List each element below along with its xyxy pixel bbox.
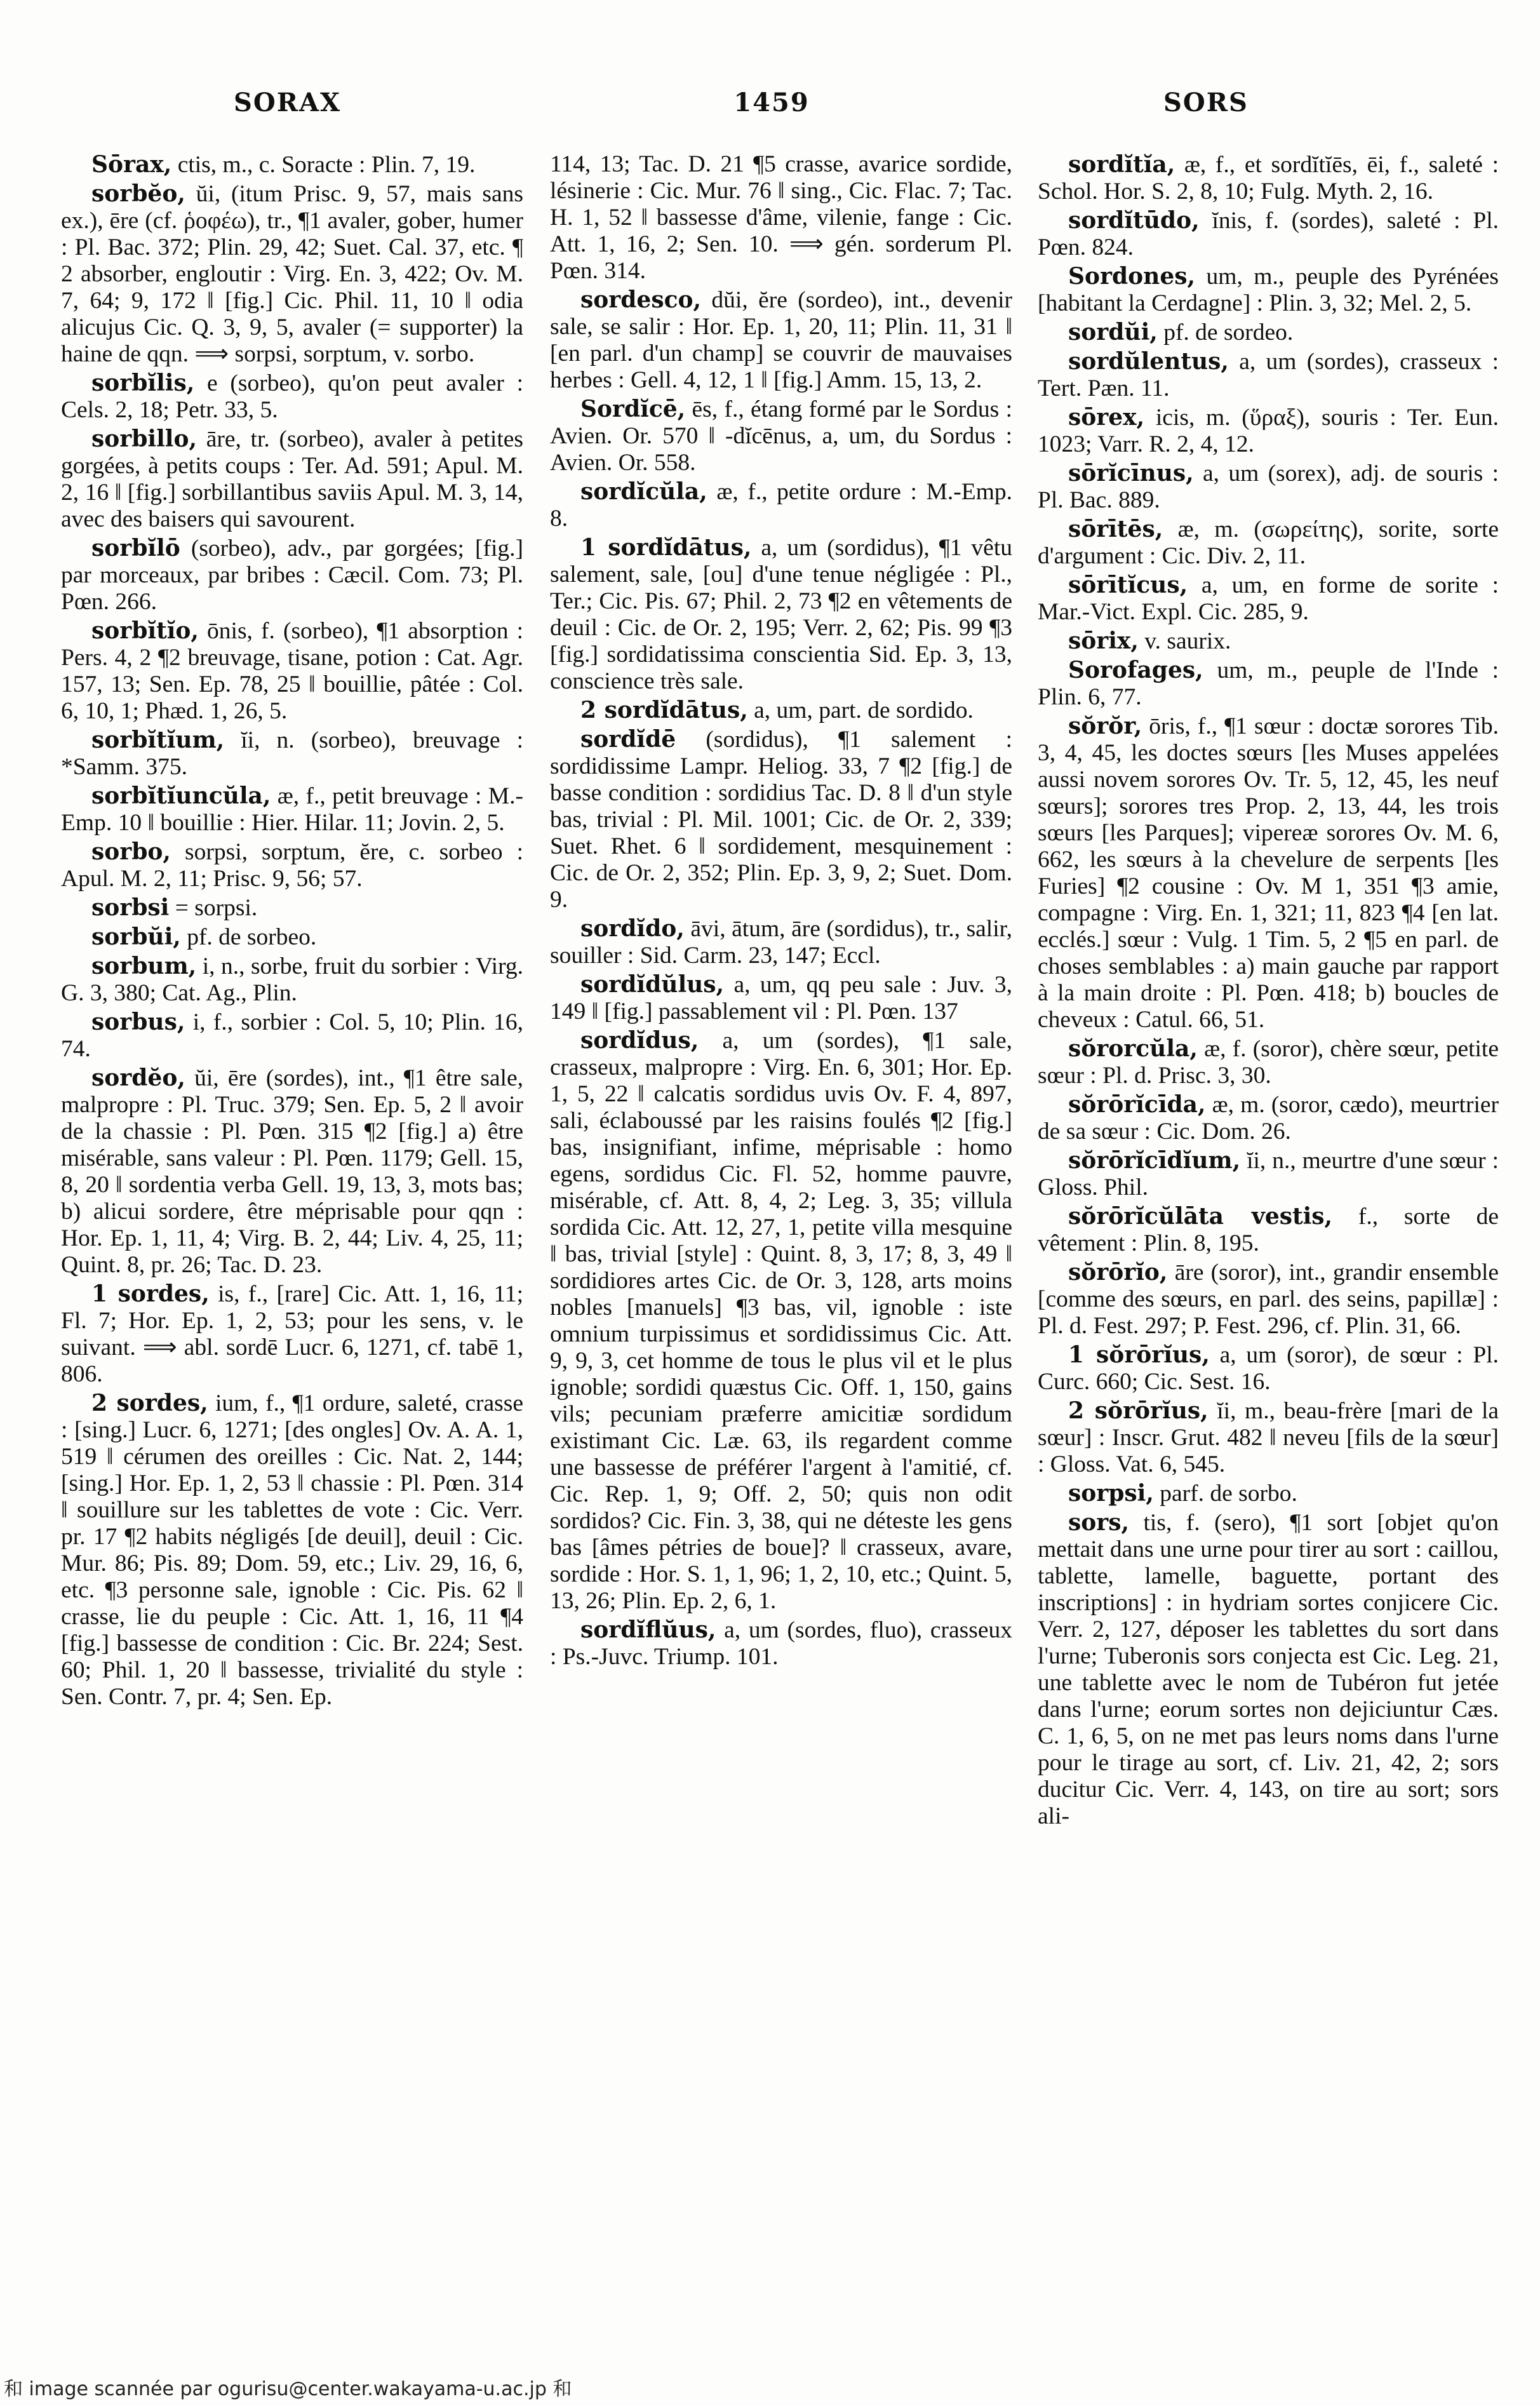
entry-definition: a, um (sordes, fluo), crasseux : Ps.-Juvc. Triump. 101. [550,1617,1012,1670]
entry-definition: æ, f., petit breuvage : M.-Emp. 10 ‖ bouillie : Hier. Hilar. 11; Jovin. 2, 5. [61,783,523,836]
entry-headword: sorbo, [91,838,171,865]
page-number: 1459 [733,88,810,118]
entry-headword: Sordones, [1068,263,1196,290]
entry-definition: a, um, en forme de sorite : Mar.-Vict. Expl. Cic. 285, 9. [1038,572,1499,625]
entry-definition: āre, tr. (sorbeo), avaler à petites gorgées, à petits coups : Ter. Ad. 591; Apul. M. 2, 16 ‖ [fig.] sorbillantibus saviis Apul. M. 3, 14, avec des baisers qui savourent. [61,426,523,532]
dictionary-entry [1038,713,1499,1033]
entry-headword: sorbillo, [91,426,197,452]
dictionary-entry [61,426,523,533]
dictionary-entry [1038,1147,1499,1201]
entry-definition: i, f., sorbier : Col. 5, 10; Plin. 16, 74. [61,1009,523,1062]
entry-definition: ŭi, ēre (sordes), int., ¶1 être sale, malpropre : Pl. Truc. 379; Sen. Ep. 5, 2 ‖ avoir de la chassie : Pl. Pœn. 315 ¶2 [fig.] a) être misérable, sans valeur : Pl. Pœn. 1179; Gell. 15, 8, 20 ‖ sordentia verba Gell. 19, 13, 3, mots bas; b) alicui sordere, être méprisable pour qqn : Hor. Ep. 1, 11, 4; Virg. B. 2, 44; Liv. 4, 25, 11; Quint. 8, pr. 26; Tac. D. 23. [61,1065,523,1278]
entry-definition: parf. de sorbo. [1160,1481,1297,1507]
dictionary-entry [1038,1341,1499,1395]
dictionary-entry [61,151,523,178]
dictionary-entry [1038,151,1499,205]
dictionary-entry [550,915,1012,969]
entry-headword: sŏrōrĭcŭlāta vestis, [1068,1203,1333,1230]
entry-definition: f., sorte de vêtement : Plin. 8, 195. [1038,1204,1499,1256]
entry-definition: a, um (sordes), ¶1 sale, crasseux, malpropre : Virg. En. 6, 301; Hor. Ep. 1, 5, 22 ‖ calcatis sordidus uvis Ov. F. 4, 897, sali, éclaboussé par les raisins foulés ¶2 [fig.] bas, insignifiant, infime, méprisable : homo egens, sordidus Cic. Fl. 52, homme pauvre, misérable, cf. Att. 8, 4, 2; Leg. 3, 35; villula sordida Cic. Att. 12, 27, 1, petite villa mesquine ‖ bas, trivial [style] : Quint. 8, 3, 17; 8, 3, 49 ‖ sordidiores artes Cic. de Or. 3, 128, arts moins nobles [manuels] ¶3 bas, vil, ignoble : iste omnium turpissimus et sordidissimus Cic. Att. 9, 9, 3, cet homme de tous le plus vil et le plus ignoble; sordidi quæstus Cic. Off. 1, 150, gains vils; pecuniam præferre amicitiæ sordidum existimant Cic. Læ. 63, ils regardent comme une bassesse de préférer l'argent à l'amitié, cf. Cic. Rep. 1, 9; Off. 2, 50; quis non odit sordidos? Cic. Fin. 3, 38, qui ne déteste les gens bas [âmes pétries de boue]? ‖ crasseux, avare, sordide : Hor. S. 1, 1, 96; 1, 2, 10, etc.; Quint. 5, 13, 26; Plin. Ep. 2, 6, 1. [550,1028,1012,1614]
running-head-left: SORAX [234,88,342,118]
dictionary-entry [1038,263,1499,317]
dictionary-entry [550,151,1012,285]
entry-definition: ōris, f., ¶1 sœur : doctæ sorores Tib. 3, 4, 45, les doctes sœurs [les Muses appelées aussi novem sorores Ov. Tr. 5, 12, 45, les neuf sœurs]; sorores tres Prop. 2, 13, 44, les trois sœurs [les Parques]; vipereæ sorores Ov. M. 6, 662, les sœurs à la chevelure de serpents [les Furies] ¶2 cousine : Ov. M 1, 351 ¶3 amie, compagne : Virg. En. 1, 321; 11, 823 ¶4 [en lat. ecclés.] sœur : Vulg. 1 Tim. 5, 2 ¶5 en parl. de choses semblables : a) main gauche par rapport à la main droite : Pl. Pœn. 418; b) boucles de cheveux : Catul. 66, 51. [1038,713,1499,1033]
entry-headword: sōrex, [1068,404,1145,431]
entry-headword: sŏrorcŭla, [1068,1035,1198,1062]
dictionary-entry [550,396,1012,476]
entry-definition: ium, f., ¶1 ordure, saleté, crasse : [sing.] Lucr. 6, 1271; [des ongles] Ov. A. A. 1, 519 ‖ cérumen des oreilles : Cic. Nat. 2, 144; [sing.] Hor. Ep. 1, 2, 53 ‖ chassie : Pl. Pœn. 314 ‖ souillure sur les tablettes de vote : Cic. Verr. pr. 17 ¶2 habits négligés [de deuil], deuil : Cic. Mur. 86; Pis. 89; Dom. 59, etc.; Liv. 29, 16, 6, etc. ¶3 personne sale, ignoble : Cic. Pis. 62 ‖ crasse, lie du peuple : Cic. Att. 1, 16, 11 ¶4 [fig.] bassesse de condition : Cic. Br. 224; Sest. 60; Phil. 1, 20 ‖ bassesse, trivialité du style : Sen. Contr. 7, pr. 4; Sen. Ep. [61,1390,523,1710]
entry-definition: ĭi, n., meurtre d'une sœur : Gloss. Phil. [1038,1148,1499,1200]
entry-definition: 114, 13; Tac. D. 21 ¶5 crasse, avarice sordide, lésinerie : Cic. Mur. 76 ‖ sing., Cic. Flac. 7; Tac. H. 1, 52 ‖ bassesse d'âme, vilenie, fange : Cic. Att. 1, 16, 2; Sen. 10. ⟹ gén. sorderum Pl. Pœn. 314. [550,151,1012,284]
dictionary-entry [61,180,523,368]
dictionary-entry [61,1009,523,1063]
entry-headword: sōrix, [1068,628,1139,654]
entry-headword: 1 sordĭdātus, [580,534,752,561]
entry-definition: ĭnis, f. (sordes), saleté : Pl. Pœn. 824. [1038,208,1499,260]
entry-definition: (sordidus), ¶1 salement : sordidissime Lampr. Heliog. 33, 7 ¶2 [fig.] de basse condition : sordidius Tac. D. 8 ‖ d'un style bas, trivial : Pl. Mil. 1001; Cic. de Or. 2, 339; Suet. Rhet. 6 ‖ sordidement, mesquinement : Cic. de Or. 2, 352; Plin. Ep. 3, 9, 2; Suet. Dom. 9. [550,727,1012,913]
entry-headword: sorbĕo, [91,180,185,207]
running-head-right: SORS [1163,88,1249,118]
entry-headword: sorbŭi, [91,924,181,950]
entry-headword: sordĭcŭla, [580,478,707,505]
entry-headword: 2 sordĭdātus, [580,697,748,723]
entry-headword: sorbĭlis, [91,370,195,396]
entry-headword: Sōrax, [91,151,172,178]
entry-definition: = sorpsi. [175,895,258,921]
dictionary-entry [61,924,523,951]
dictionary-entry [550,1616,1012,1670]
entry-definition: um, m., peuple de l'Inde : Plin. 6, 77. [1038,657,1499,710]
dictionary-entry [61,1065,523,1279]
entry-definition: tis, f. (sero), ¶1 sort [objet qu'on mettait dans une urne pour tirer au sort : caillou, tablette, lamelle, baguette, portant des inscriptions] : in hydriam sortes conjicere Cic. Verr. 2, 127, déposer les tablettes du sort dans l'urne; Tuberonis sors conjecta est Cic. Leg. 21, une tablette avec le nom de Tubéron fut jetée dans l'urne; eorum sortes non dejiciuntur Cæs. C. 1, 6, 5, on ne met pas leurs noms dans l'urne pour le tirage au sort, cf. Liv. 21, 42, 2; sors ducitur Cic. Verr. 4, 143, on tire au sort; sors ali- [1038,1510,1499,1829]
dictionary-entry [1038,207,1499,261]
entry-headword: Sorofages, [1068,657,1203,683]
dictionary-entry [1038,404,1499,458]
entry-headword: sordŭi, [1068,319,1158,346]
dictionary-entry [1038,1035,1499,1089]
dictionary-entry [1038,657,1499,711]
entry-headword: sordĭflŭus, [580,1616,716,1643]
dictionary-entry [1038,1203,1499,1257]
column-2 [550,151,1012,2311]
entry-headword: sōrītēs, [1068,516,1163,542]
entry-headword: sorbum, [91,953,197,979]
entry-definition: āre (soror), int., grandir ensemble [comme des sœurs, en parl. des seins, papillæ] : Pl. d. Fest. 297; P. Fest. 296, cf. Plin. 31, 66. [1038,1260,1499,1339]
entry-headword: 1 sordes, [91,1280,210,1307]
entry-definition: sorpsi, sorptum, ĕre, c. sorbeo : Apul. M. 2, 11; Prisc. 9, 56; 57. [61,839,523,892]
dictionary-entry [550,534,1012,695]
scan-credit: 和 image scannée par ogurisu@center.wakayama-u.ac.jp 和 [4,2378,572,2400]
dictionary-entry [550,478,1012,532]
entry-definition: e (sorbeo), qu'on peut avaler : Cels. 2, 18; Petr. 33, 5. [61,370,523,423]
dictionary-entry [1038,516,1499,570]
entry-definition: āvi, ātum, āre (sordidus), tr., salir, souiller : Sid. Carm. 23, 147; Eccl. [550,916,1012,969]
entry-definition: pf. de sorbeo. [187,924,317,950]
entry-definition: ĭi, n. (sorbeo), breuvage : *Samm. 375. [61,727,523,780]
entry-headword: sors, [1068,1509,1130,1536]
dictionary-entry [1038,628,1499,655]
dictionary-entry [61,727,523,781]
dictionary-entry [1038,460,1499,514]
entry-definition: ēs, f., étang formé par le Sordus : Avien. Or. 570 ‖ -dĭcēnus, a, um, du Sordus : Avien. Or. 558. [550,396,1012,476]
entry-definition: ōnis, f. (sorbeo), ¶1 absorption : Pers. 4, 2 ¶2 breuvage, tisane, potion : Cat. Agr. 157, 13; Sen. Ep. 78, 25 ‖ bouillie, pâtée : Col. 6, 10, 1; Phæd. 1, 26, 5. [61,618,523,724]
entry-definition: ŭi, (itum Prisc. 9, 57, mais sans ex.), ēre (cf. ῥοφέω), tr., ¶1 avaler, gober, humer : Pl. Bac. 372; Plin. 29, 42; Suet. Cal. 37, etc. ¶ 2 absorber, engloutir : Virg. En. 3, 422; Ov. M. 7, 64; 9, 172 ‖ [fig.] Cic. Phil. 11, 10 ‖ odia alicujus Cic. Q. 3, 9, 5, avaler (= supporter) la haine de qqn. ⟹ sorpsi, sorptum, v. sorbo. [61,181,523,367]
entry-headword: sorbĭlō [91,535,180,561]
dictionary-entry [1038,1091,1499,1145]
entry-headword: 1 sŏrōrĭus, [1068,1341,1210,1368]
entry-definition: pf. de sordeo. [1163,319,1294,346]
column-1 [61,151,523,2311]
dictionary-entry [550,726,1012,913]
entry-definition: æ, f., petite ordure : M.-Emp. 8. [550,479,1012,532]
dictionary-entry [61,838,523,892]
entry-definition: ctis, m., c. Soracte : Plin. 7, 19. [177,152,476,178]
entry-headword: sorbus, [91,1009,185,1035]
entry-headword: sordĭdus, [580,1027,699,1054]
entry-definition: (sorbeo), adv., par gorgées; [fig.] par morceaux, par bribes : Cæcil. Com. 73; Pl. Pœn. 266. [61,535,523,615]
entry-definition: a, um (sordes), crasseux : Tert. Pæn. 11. [1038,349,1499,401]
entry-definition: æ, f. (soror), chère sœur, petite sœur : Pl. d. Prisc. 3, 30. [1038,1036,1499,1089]
entry-headword: sŏrŏr, [1068,713,1142,739]
entry-headword: sorbĭtĭum, [91,727,225,753]
dictionary-entry [61,535,523,615]
dictionary-entry [1038,572,1499,626]
entry-headword: 2 sŏrōrĭus, [1068,1397,1209,1424]
entry-definition: v. saurix. [1144,628,1231,654]
entry-headword: Sordĭcē, [580,396,686,422]
entry-headword: sordĭdo, [580,915,685,942]
dictionary-entry [61,617,523,725]
entry-definition: a, um (sordidus), ¶1 vêtu salement, sale, [ou] d'une tenue négligée : Pl., Ter.; Cic. Pis. 67; Phil. 2, 73 ¶2 en vêtements de deuil : Cic. de Or. 2, 195; Verr. 2, 62; Pis. 99 ¶3 [fig.] sordidatissima conscientia Sid. Ep. 3, 13, conscience très sale. [550,535,1012,694]
dictionary-entry [1038,319,1499,346]
entry-definition: a, um (soror), de sœur : Pl. Curc. 660; Cic. Sest. 16. [1038,1342,1499,1395]
entry-definition: a, um, qq peu sale : Juv. 3, 149 ‖ [fig.] passablement vil : Pl. Pœn. 137 [550,972,1012,1025]
dictionary-entry [61,1390,523,1710]
entry-headword: sordĭtĭa, [1068,151,1175,178]
dictionary-entry [1038,1397,1499,1478]
dictionary-entry [1038,1480,1499,1507]
entry-headword: 2 sordes, [91,1390,208,1416]
entry-headword: sorbĭtĭuncŭla, [91,783,271,809]
entry-headword: sordŭlentus, [1068,348,1229,375]
entry-definition: æ, m. (σωρείτης), sorite, sorte d'argument : Cic. Div. 2, 11. [1038,516,1499,569]
entry-definition: is, f., [rare] Cic. Att. 1, 16, 11; Fl. 7; Hor. Ep. 1, 2, 53; pour les sens, v. le suivant. ⟹ abl. sordē Lucr. 6, 1271, cf. tabē 1, 806. [61,1281,523,1387]
entry-headword: sōrĭcīnus, [1068,460,1194,487]
dictionary-entry [61,370,523,424]
entry-definition: dŭi, ĕre (sordeo), int., devenir sale, se salir : Hor. Ep. 1, 20, 11; Plin. 11, 31 ‖ [en parl. d'un champ] se couvrir de mauvaises herbes : Gell. 4, 12, 1 ‖ [fig.] Amm. 15, 13, 2. [550,287,1012,393]
entry-headword: sorpsi, [1068,1480,1154,1507]
entry-headword: sordĕo, [91,1065,185,1091]
entry-definition: um, m., peuple des Pyrénées [habitant la Cerdagne] : Plin. 3, 32; Mel. 2, 5. [1038,264,1499,316]
entry-headword: sŏrōrĭcīdĭum, [1068,1147,1241,1174]
page-header [0,88,1540,132]
entry-definition: a, um (sorex), adj. de souris : Pl. Bac. 889. [1038,460,1499,513]
dictionary-entry [550,971,1012,1025]
entry-definition: a, um, part. de sordido. [754,697,974,723]
entry-headword: sŏrōrĭcīda, [1068,1091,1206,1118]
dictionary-entry [61,783,523,837]
entry-headword: sordĭtūdo, [1068,207,1200,234]
entry-headword: sorbsi [91,894,170,921]
dictionary-entry [61,953,523,1007]
entry-headword: sordĭdē [580,726,676,753]
entry-headword: sōrītĭcus, [1068,572,1188,598]
dictionary-entry [61,1280,523,1388]
entry-definition: i, n., sorbe, fruit du sorbier : Virg. G. 3, 380; Cat. Ag., Plin. [61,953,523,1006]
dictionary-entry [550,1027,1012,1615]
entry-headword: sordesco, [580,286,702,313]
entry-definition: æ, f., et sordĭtĭēs, ēi, f., saleté : Schol. Hor. S. 2, 8, 10; Fulg. Myth. 2, 16. [1038,152,1499,205]
entry-definition: ĭi, m., beau-frère [mari de la sœur] : Inscr. Grut. 482 ‖ neveu [fils de la sœur] : Gloss. Vat. 6, 545. [1038,1398,1499,1477]
dictionary-entry [1038,1509,1499,1830]
entry-headword: sorbĭtĭo, [91,617,199,644]
entry-headword: sordĭdŭlus, [580,971,725,998]
column-3 [1038,151,1499,2311]
entry-definition: icis, m. (ὕραξ), souris : Ter. Eun. 1023; Varr. R. 2, 4, 12. [1038,405,1499,457]
dictionary-entry [1038,348,1499,402]
entry-headword: sŏrōrĭo, [1068,1259,1168,1286]
dictionary-entry [550,286,1012,394]
dictionary-entry [61,894,523,922]
entry-definition: æ, m. (soror, cædo), meurtrier de sa sœur : Cic. Dom. 26. [1038,1092,1499,1145]
dictionary-entry [550,697,1012,724]
dictionary-entry [1038,1259,1499,1340]
